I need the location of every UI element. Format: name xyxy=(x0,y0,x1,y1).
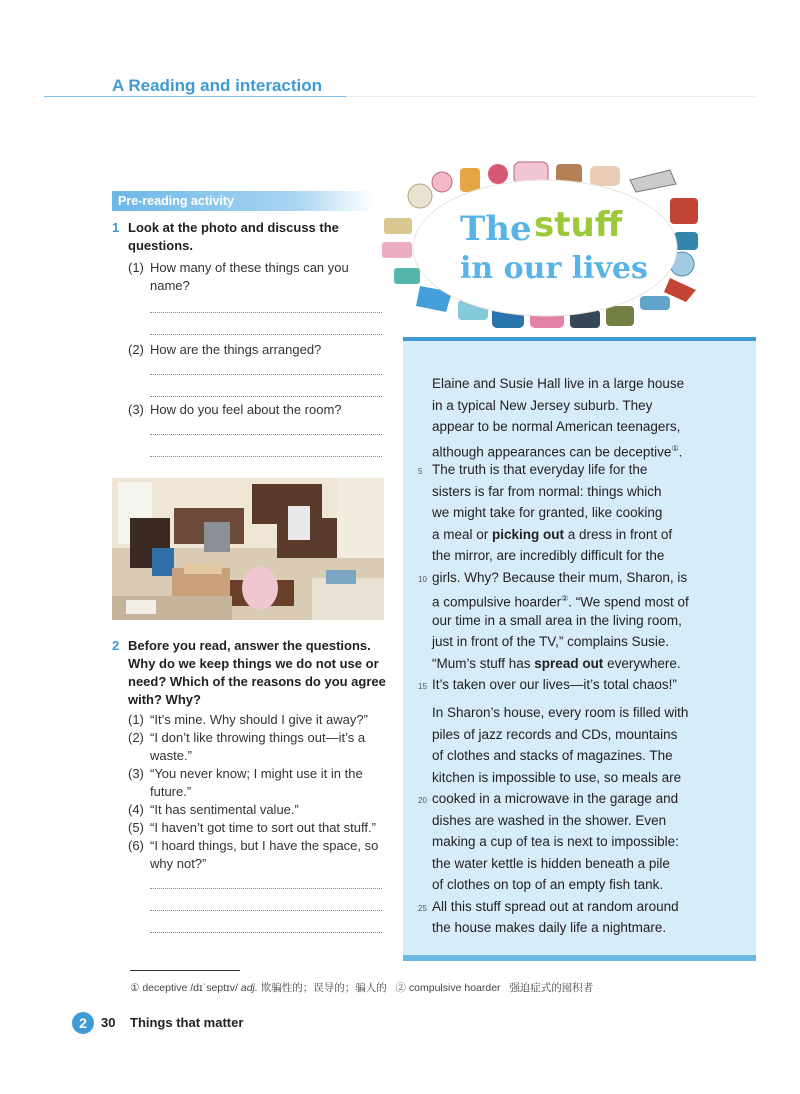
q2-option-6-text-2: why not?” xyxy=(150,856,207,871)
reading-line-text: making a cup of tea is next to impossible: xyxy=(432,834,679,849)
reading-line-text: everywhere. xyxy=(603,655,681,671)
q2-option-6-number: (6) xyxy=(128,838,144,853)
reading-line-text: a meal or xyxy=(432,526,493,542)
footnote-definition-2: 强迫症式的囤积者 xyxy=(509,982,594,994)
q2-option-1 xyxy=(128,711,378,729)
decorative-items-ring xyxy=(380,160,700,336)
reading-line-text: “Mum’s stuff has xyxy=(432,655,535,671)
line-number: 10 xyxy=(418,574,427,584)
q2-option-1-text: “It’s mine. Why should I give it away?” xyxy=(150,712,368,727)
title-illustration xyxy=(380,160,700,336)
reading-line xyxy=(432,896,679,918)
q2-option-6-text: “I hoard things, but I have the space, so xyxy=(150,838,379,853)
question-1-line-2: questions. xyxy=(128,238,194,253)
reading-line xyxy=(432,416,680,438)
reading-line-text: we might take for granted, like cooking xyxy=(432,505,663,520)
question-1-number: 1 xyxy=(112,220,120,235)
reading-line xyxy=(432,459,647,481)
question-2-line-1: Before you read, answer the questions. xyxy=(128,638,371,653)
title-rest: in our lives xyxy=(460,251,648,286)
footnote-definition-1: 欺骗性的；误导的；骗人的 xyxy=(257,982,387,994)
reading-line-text: . xyxy=(678,444,683,459)
answer-line[interactable] xyxy=(150,434,382,435)
footnote-word-2: compulsive hoarder xyxy=(406,982,501,994)
reading-line xyxy=(432,853,670,875)
reading-line xyxy=(432,653,681,675)
reading-line-text: although appearances can be deceptive xyxy=(432,444,672,459)
section-rule-right xyxy=(346,96,756,97)
reading-line-text: sisters is far from normal: things which xyxy=(432,483,662,499)
reading-line xyxy=(432,788,678,810)
q2-option-2-text: “I don’t like throwing things out—it’s a xyxy=(150,730,366,745)
q2-option-5 xyxy=(128,819,378,837)
q2-options xyxy=(128,711,378,873)
q1-sub-1 xyxy=(128,259,349,295)
q1-sub-2-line-1: How are the things arranged? xyxy=(150,342,322,357)
reading-line xyxy=(432,481,662,503)
footnote-mark-2: ② xyxy=(395,982,406,994)
footnote-word-1: deceptive /dɪˈseptɪv/ xyxy=(139,982,241,994)
reading-line-text: It’s taken over our lives—it’s total chaos!” xyxy=(432,677,677,692)
reading-line-text: just in front of the TV,” complains Susie. xyxy=(432,634,670,649)
pre-reading-label: Pre-reading activity xyxy=(112,191,374,211)
q2-option-4-text: “It has sentimental value.” xyxy=(150,802,299,817)
reading-line-text: appear to be normal American teenagers, xyxy=(432,419,681,434)
reading-line xyxy=(432,524,672,546)
line-number: 25 xyxy=(418,903,427,913)
q2-option-2-number: (2) xyxy=(128,730,144,745)
answer-line[interactable] xyxy=(150,374,382,375)
title-stuff: stuff xyxy=(534,205,623,245)
q2-option-6-cont xyxy=(128,855,378,873)
question-1 xyxy=(112,219,119,237)
q1-sub-3-line-1: How do you feel about the room? xyxy=(150,402,342,417)
reading-line xyxy=(432,724,677,746)
footnote-rule xyxy=(130,970,240,971)
reading-line-text: of clothes and stacks of magazines. The xyxy=(432,748,673,763)
reading-line xyxy=(432,610,682,632)
reading-line xyxy=(432,745,673,767)
q2-option-5-text: “I haven’t got time to sort out that stuff.” xyxy=(150,820,376,835)
reading-line-text: dishes are washed in the shower. Even xyxy=(432,812,667,828)
q1-sub-1-number: (1) xyxy=(128,260,144,275)
footnote xyxy=(130,980,593,995)
reading-line xyxy=(432,831,679,853)
reading-line-text: . “We spend most of xyxy=(568,594,689,610)
answer-line[interactable] xyxy=(150,312,382,313)
reading-line-text: a compulsive hoarder xyxy=(432,594,562,610)
question-2-text xyxy=(128,637,386,709)
line-number: 20 xyxy=(418,796,427,805)
reading-line xyxy=(432,631,669,653)
question-2-number: 2 xyxy=(112,638,120,653)
line-number: 5 xyxy=(418,467,423,476)
q2-option-2-text-2: waste.” xyxy=(150,748,192,763)
footnote-ref: ① xyxy=(671,443,679,453)
title-the: The xyxy=(460,209,532,249)
reading-panel-top-bar xyxy=(403,337,756,341)
question-2-line-3: need? Which of the reasons do you agree xyxy=(128,674,386,689)
reading-line xyxy=(432,373,684,395)
q1-sub-1-line-2: name? xyxy=(150,278,190,293)
cluttered-room-photo xyxy=(112,478,384,620)
q1-sub-2-number: (2) xyxy=(128,342,144,357)
q2-option-3-text: “You never know; I might use it in the xyxy=(150,766,363,781)
question-2-line-2: Why do we keep things we do not use or xyxy=(128,656,379,671)
reading-line-text: piles of jazz records and CDs, mountains xyxy=(432,726,678,742)
q1-sub-1-line-1: How many of these things can you xyxy=(150,260,349,275)
q2-option-4 xyxy=(128,801,378,819)
reading-line xyxy=(432,545,664,567)
answer-line[interactable] xyxy=(150,334,382,335)
reading-line-text: the house makes daily life a nightmare. xyxy=(432,920,667,935)
answer-line[interactable] xyxy=(150,396,382,397)
reading-line-text: The truth is that everyday life for the xyxy=(432,462,648,477)
reading-line xyxy=(432,767,681,789)
question-2 xyxy=(112,637,119,655)
q2-option-2-cont xyxy=(128,747,378,765)
key-phrase: spread out xyxy=(534,655,604,671)
answer-line[interactable] xyxy=(150,456,382,457)
unit-badge: 2 xyxy=(72,1012,94,1034)
reading-line xyxy=(432,567,687,589)
q2-option-3-cont xyxy=(128,783,378,801)
reading-line-text: In Sharon’s house, every room is filled with xyxy=(432,705,689,720)
reading-line-text: of clothes on top of an empty fish tank. xyxy=(432,877,664,892)
reading-line xyxy=(432,810,666,832)
reading-line-text: girls. Why? Because their mum, Sharon, is xyxy=(432,569,688,585)
reading-panel-bottom-bar xyxy=(403,955,756,961)
reading-line-text: our time in a small area in the living room, xyxy=(432,612,682,628)
section-rule xyxy=(44,96,346,97)
reading-line xyxy=(432,874,663,896)
reading-line-text: Elaine and Susie Hall live in a large house xyxy=(432,376,685,391)
q2-option-4-number: (4) xyxy=(128,802,144,817)
footnote-mark-1: ① xyxy=(130,982,140,994)
footnote-pos-1: adj. xyxy=(240,982,258,994)
q2-option-5-number: (5) xyxy=(128,820,144,835)
answer-line[interactable] xyxy=(150,910,382,911)
section-title: A Reading and interaction xyxy=(112,76,323,95)
page-number: 30 xyxy=(101,1015,116,1030)
q2-option-3 xyxy=(128,765,378,783)
reading-line-text: the water kettle is hidden beneath a pile xyxy=(432,855,670,871)
question-1-text xyxy=(128,219,339,255)
reading-line-text: a dress in front of xyxy=(564,526,673,542)
reading-line-text: All this stuff spread out at random around xyxy=(432,898,679,914)
footnote-ref: ② xyxy=(561,594,569,603)
q2-option-2 xyxy=(128,729,378,747)
reading-line xyxy=(432,674,677,696)
q2-option-1-number: (1) xyxy=(128,712,144,727)
line-number: 15 xyxy=(418,682,427,691)
answer-line[interactable] xyxy=(150,888,382,889)
reading-line xyxy=(432,702,688,724)
reading-line xyxy=(432,917,666,939)
q2-option-3-number: (3) xyxy=(128,766,144,781)
reading-line-text: cooked in a microwave in the garage and xyxy=(432,791,679,806)
q2-option-6 xyxy=(128,837,378,855)
q1-sub-3-number: (3) xyxy=(128,402,144,417)
unit-title: Things that matter xyxy=(130,1015,244,1030)
answer-line[interactable] xyxy=(150,932,382,933)
reading-line-text: the mirror, are incredibly difficult for the xyxy=(432,548,665,563)
reading-line xyxy=(432,395,652,417)
key-phrase: picking out xyxy=(492,526,565,542)
reading-line-text: kitchen is impossible to use, so meals are xyxy=(432,769,682,785)
question-2-line-4: with? Why? xyxy=(128,692,201,707)
q1-sub-3 xyxy=(128,401,342,419)
reading-line xyxy=(432,502,662,524)
q2-option-3-text-2: future.” xyxy=(150,784,192,799)
question-1-line-1: Look at the photo and discuss the xyxy=(128,220,339,235)
reading-line-text: in a typical New Jersey suburb. They xyxy=(432,397,653,413)
q1-sub-2 xyxy=(128,341,321,359)
